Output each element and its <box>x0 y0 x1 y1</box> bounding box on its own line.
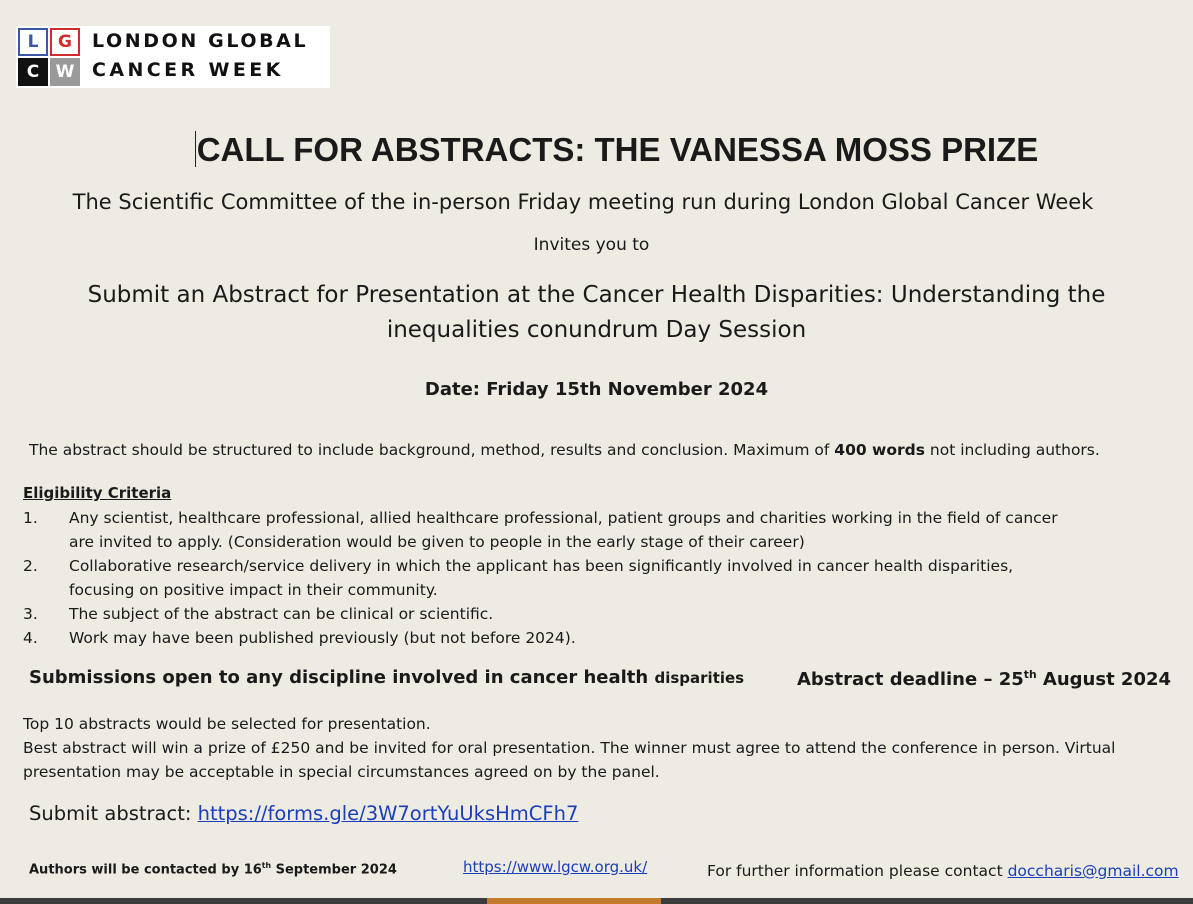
eligibility-list <box>23 506 1143 650</box>
committee-line: The Scientific Committee of the in-person Friday meeting run during London Global Cancer Week <box>72 190 1094 214</box>
logo-tile-w: W <box>50 58 80 86</box>
list-item <box>23 602 1143 626</box>
session-title <box>0 278 1193 348</box>
logo-tile-g: G <box>50 28 80 56</box>
prize-line: Best abstract will win a prize of £250 and be invited for oral presentation. The winner must agree to attend the conference in person. Virtual presentation may be acceptable in special circumstances agreed on by the panel. <box>23 739 1116 781</box>
list-number: 1. <box>23 509 38 527</box>
open-main-text: Submissions open to any discipline involved in cancer health <box>29 667 655 688</box>
eligibility-heading: Eligibility Criteria <box>23 484 172 502</box>
page-title-text: CALL FOR ABSTRACTS: THE VANESSA MOSS PRIZE <box>196 131 1039 168</box>
deadline-ordinal: th <box>1023 668 1037 681</box>
authors-contact-date <box>29 861 397 877</box>
list-item <box>23 626 1143 650</box>
lgcw-logo <box>16 26 330 88</box>
structure-text: The abstract should be structured to include background, method, results and conclusion. Maximum of <box>29 441 835 459</box>
list-item-text: Work may have been published previously (but not before 2024). <box>69 629 576 647</box>
session-title-line-1: Submit an Abstract for Presentation at the Cancer Health Disparities: Understanding the <box>87 282 1106 308</box>
deadline-text: Abstract deadline – 25 <box>797 669 1024 690</box>
list-number: 2. <box>23 557 38 575</box>
submissions-open-note <box>29 667 744 688</box>
word-limit: 400 words <box>834 441 925 459</box>
website-link[interactable]: https://www.lgcw.org.uk/ <box>463 858 648 876</box>
logo-line-1: LONDON GLOBAL <box>92 30 309 52</box>
contact-label: For further information please contact <box>707 862 1008 880</box>
list-item-text: The subject of the abstract can be clinical or scientific. <box>69 605 494 623</box>
list-item-continuation: focusing on positive impact in their community. <box>69 581 438 599</box>
list-item-continuation: are invited to apply. (Consideration would be given to people in the early stage of their career) <box>69 533 805 551</box>
logo-tile-l: L <box>18 28 48 56</box>
list-number: 3. <box>23 605 38 623</box>
contact-email-link[interactable]: doccharis@gmail.com <box>1007 862 1179 880</box>
session-title-line-2: inequalities conundrum Day Session <box>386 317 807 343</box>
submit-abstract <box>29 802 578 825</box>
selection-info <box>23 712 1173 784</box>
invites-line: Invites you to <box>533 235 650 255</box>
list-item <box>23 554 1143 602</box>
event-date: Date: Friday 15th November 2024 <box>424 379 769 400</box>
abstract-structure-note <box>29 441 1100 459</box>
list-item-text: Any scientist, healthcare professional, allied healthcare professional, patient groups and charities working in the field of cancer <box>69 509 1058 527</box>
list-item-text: Collaborative research/service delivery in which the applicant has been significantly involved in cancer health disparities, <box>69 557 1014 575</box>
top10-line: Top 10 abstracts would be selected for presentation. <box>23 715 431 733</box>
bottom-accent <box>487 898 661 904</box>
logo-tile-c: C <box>18 58 48 86</box>
deadline-text-end: August 2024 <box>1036 669 1172 690</box>
logo-line-2: CANCER WEEK <box>92 59 284 81</box>
list-number: 4. <box>23 629 38 647</box>
authors-ordinal: th <box>261 861 272 870</box>
list-item <box>23 506 1143 554</box>
authors-text-end: September 2024 <box>271 862 397 878</box>
text-cursor <box>195 131 196 167</box>
authors-text: Authors will be contacted by 16 <box>29 862 262 878</box>
logo-tile-grid <box>18 28 80 86</box>
submit-form-link[interactable]: https://forms.gle/3W7ortYuUksHmCFh7 <box>197 802 579 825</box>
abstract-deadline <box>797 668 1171 690</box>
submit-label: Submit abstract: <box>29 802 198 825</box>
open-small-text: disparities <box>654 669 745 687</box>
contact-info <box>707 862 1179 880</box>
structure-text-end: not including authors. <box>924 441 1100 459</box>
page-title <box>0 131 1193 169</box>
